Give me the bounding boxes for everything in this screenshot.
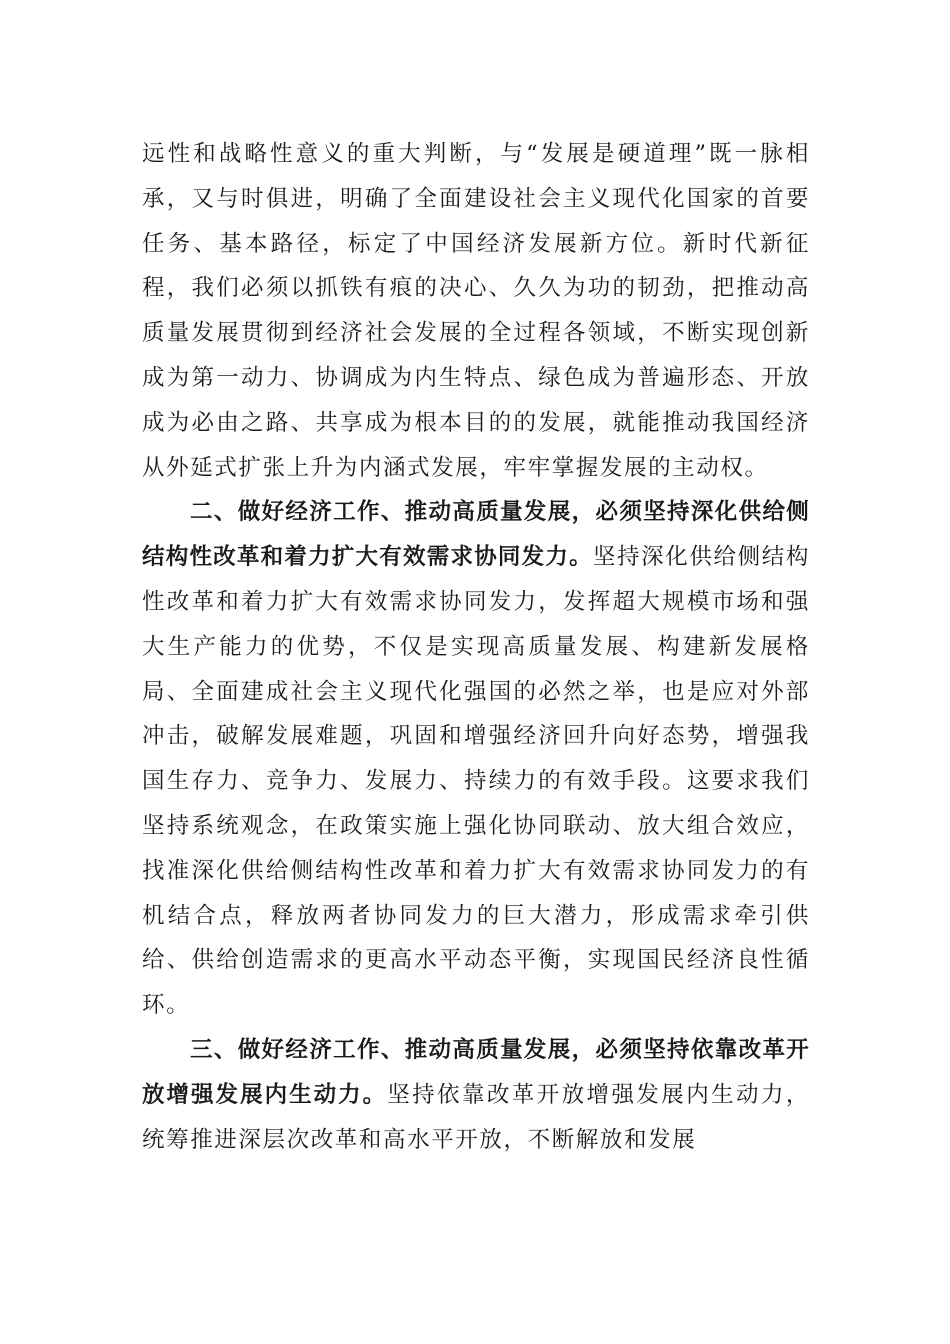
section-three-heading: 三、做好经济工作、推动高质量发展，必须坚持依靠改革开放增强发展内生动力。 [142, 1036, 810, 1108]
section-two-body: 坚持深化供给侧结构性改革和着力扩大有效需求协同发力，发挥超大规模市场和强大生产能力的优势，不仅是实现高质量发展、构建新发展格局、全面建成社会主义现代化强国的必然之举，也是应对外部冲击，破解发展难题，巩固和增强经济回升向好态势，增强我国生存力、竞争力、发展力、持续力的有效手段。这要求我们坚持系统观念，在政策实施上强化协同联动、放大组合效应，找准深化供给侧结构性改革和着力扩大有效需求协同发力的有机结合点，释放两者协同发力的巨大潜力，形成需求牵引供给、供给创造需求的更高水平动态平衡，实现国民经济良性循环。 [142, 544, 810, 1019]
paragraph-1-body: 远性和战略性意义的重大判断，与“发展是硬道理”既一脉相承，又与时俱进，明确了全面建设社会主义现代化国家的首要任务、基本路径，标定了中国经济发展新方位。新时代新征程，我们必须以抓铁有痕的决心、久久为功的韧劲，把推动高质量发展贯彻到经济社会发展的全过程各领域，不断实现创新成为第一动力、协调成为内生特点、绿色成为普遍形态、开放成为必由之路、共享成为根本目的的发展，就能推动我国经济从外延式扩张上升为内涵式发展，牢牢掌握发展的主动权。 [142, 141, 810, 481]
paragraph-section-two [142, 490, 810, 1028]
section-two-heading: 二、做好经济工作、推动高质量发展，必须坚持深化供给侧结构性改革和着力扩大有效需求协同发力。 [142, 499, 810, 571]
section-three-body: 坚持依靠改革开放增强发展内生动力，统筹推进深层次改革和高水平开放，不断解放和发展 [142, 1081, 810, 1153]
paragraph-section-three [142, 1028, 810, 1162]
paragraph-continuation [142, 132, 810, 490]
document-body [142, 132, 810, 1162]
